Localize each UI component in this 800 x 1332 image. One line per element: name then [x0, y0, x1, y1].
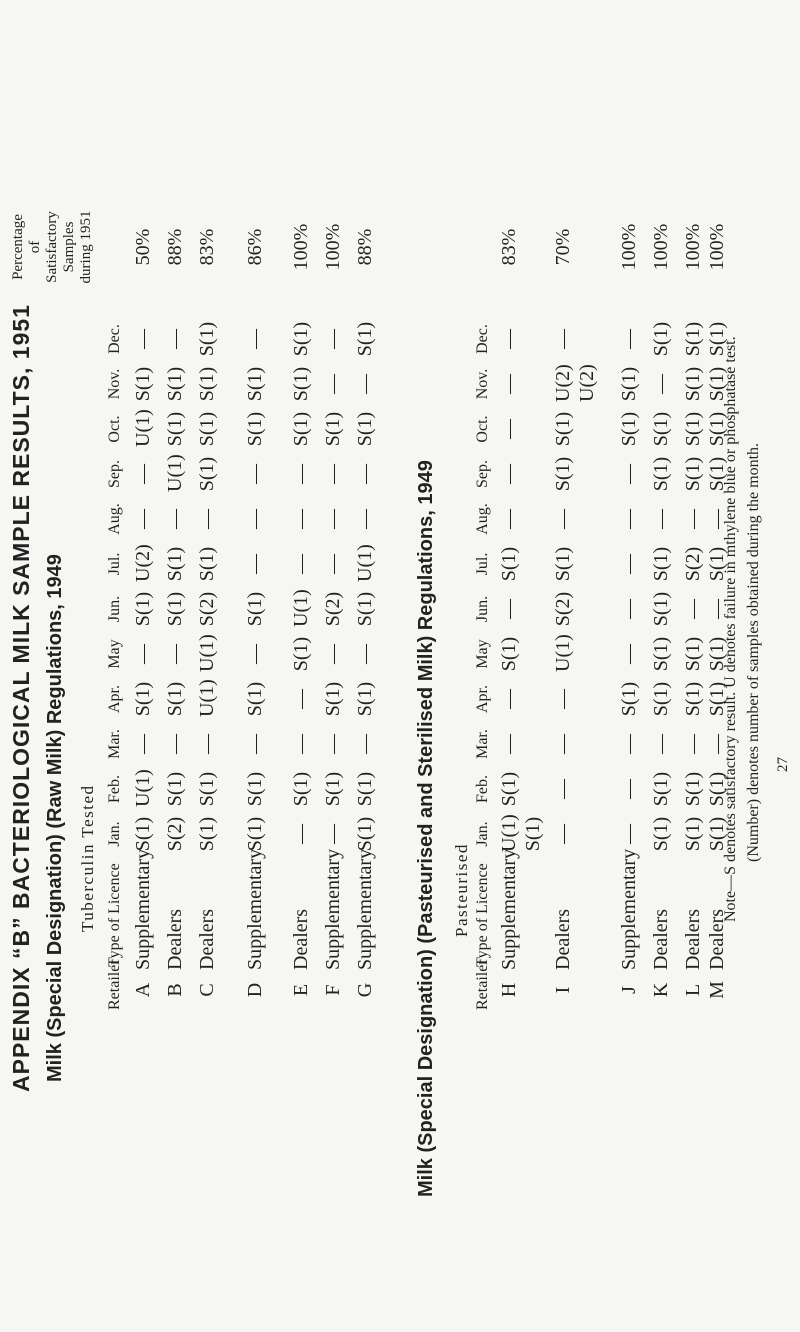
- header-month: Sep.: [474, 460, 491, 488]
- header-month: Oct.: [474, 415, 491, 443]
- result-cell: S(1): [682, 321, 704, 357]
- result-cell: S(1): [322, 681, 344, 717]
- retailer-cell: L: [682, 983, 704, 997]
- result-cell: S(1): [164, 546, 186, 582]
- result-cell: S(1): [132, 681, 154, 717]
- footnote-line-1: Note—S denotes satisfactory result. U denotes failure in mthylene blue or phosphatase test.: [722, 336, 739, 922]
- section2-subheading: Pasteurised: [452, 843, 471, 937]
- header-month: Jun.: [106, 595, 123, 623]
- retailer-cell: I: [552, 986, 574, 994]
- header-month: Apr.: [474, 685, 491, 713]
- result-cell: S(1): [132, 816, 154, 852]
- result-cell: S(1): [290, 321, 312, 357]
- result-cell: S(1): [682, 366, 704, 402]
- result-cell: S(1): [290, 636, 312, 672]
- result-cell: —: [290, 509, 312, 529]
- result-cell: S(1): [682, 771, 704, 807]
- result-cell: —: [498, 419, 520, 439]
- percentage-cell: 100%: [682, 223, 704, 271]
- result-cell: S(1): [682, 816, 704, 852]
- result-cell: S(1): [196, 321, 218, 357]
- result-cell: U(2): [576, 364, 598, 402]
- licence-cell: Dealers: [552, 908, 574, 970]
- result-cell: —: [682, 734, 704, 754]
- result-cell: S(1): [498, 771, 520, 807]
- licence-cell: Supplementary: [322, 848, 344, 970]
- percentage-cell: 88%: [164, 228, 186, 266]
- header-month: Jul.: [106, 552, 123, 576]
- header-month: Jan.: [474, 821, 491, 847]
- result-cell: —: [244, 644, 266, 664]
- header-month: May: [106, 639, 123, 669]
- result-cell: —: [244, 509, 266, 529]
- retailer-cell: C: [196, 983, 218, 997]
- result-cell: S(1): [650, 591, 672, 627]
- result-cell: —: [498, 329, 520, 349]
- result-cell: —: [682, 599, 704, 619]
- result-cell: U(1): [354, 544, 376, 582]
- header-licence: Type of Licence: [474, 863, 491, 967]
- result-cell: S(1): [650, 321, 672, 357]
- retailer-cell: K: [650, 982, 672, 998]
- result-cell: —: [552, 734, 574, 754]
- result-cell: S(1): [244, 411, 266, 447]
- result-cell: S(2): [322, 591, 344, 627]
- result-cell: S(1): [244, 681, 266, 717]
- licence-cell: Supplementary: [244, 848, 266, 970]
- header-month: Dec.: [474, 324, 491, 354]
- result-cell: —: [164, 509, 186, 529]
- result-cell: S(1): [164, 771, 186, 807]
- header-month: Jun.: [474, 595, 491, 623]
- result-cell: S(1): [706, 681, 728, 717]
- result-cell: S(1): [244, 816, 266, 852]
- result-cell: —: [164, 644, 186, 664]
- licence-cell: Supplementary: [354, 848, 376, 970]
- result-cell: S(1): [682, 681, 704, 717]
- result-cell: S(1): [706, 411, 728, 447]
- header-retailer: Retailer: [474, 959, 491, 1010]
- result-cell: S(1): [164, 411, 186, 447]
- result-cell: —: [132, 644, 154, 664]
- result-cell: —: [322, 644, 344, 664]
- result-cell: —: [552, 509, 574, 529]
- result-cell: —: [498, 464, 520, 484]
- retailer-cell: E: [290, 983, 312, 997]
- result-cell: —: [354, 644, 376, 664]
- percentage-cell: 100%: [650, 223, 672, 271]
- licence-cell: Dealers: [164, 908, 186, 970]
- result-cell: —: [322, 554, 344, 574]
- percentage-cell: 100%: [706, 223, 728, 271]
- retailer-cell: A: [132, 982, 154, 998]
- percentage-cell: 83%: [196, 228, 218, 266]
- header-month: Sep.: [106, 460, 123, 488]
- page-title: APPENDIX “B” BACTERIOLOGICAL MILK SAMPLE RESULTS, 1951: [8, 304, 34, 1092]
- result-cell: S(1): [290, 366, 312, 402]
- result-cell: S(2): [196, 591, 218, 627]
- result-cell: S(1): [196, 546, 218, 582]
- header-month: Jan.: [106, 821, 123, 847]
- result-cell: S(1): [164, 366, 186, 402]
- header-month: Aug.: [106, 503, 123, 535]
- result-cell: —: [706, 509, 728, 529]
- result-cell: S(1): [354, 591, 376, 627]
- result-cell: —: [354, 509, 376, 529]
- result-cell: —: [650, 374, 672, 394]
- result-cell: —: [498, 374, 520, 394]
- header-month: Nov.: [106, 368, 123, 400]
- result-cell: S(1): [650, 816, 672, 852]
- result-cell: U(1): [132, 409, 154, 447]
- result-cell: —: [322, 374, 344, 394]
- result-cell: S(1): [682, 411, 704, 447]
- result-cell: S(1): [244, 771, 266, 807]
- result-cell: S(1): [354, 681, 376, 717]
- result-cell: S(1): [650, 636, 672, 672]
- result-cell: S(1): [618, 411, 640, 447]
- result-cell: S(1): [552, 546, 574, 582]
- result-cell: —: [706, 734, 728, 754]
- result-cell: S(1): [706, 321, 728, 357]
- result-cell: —: [354, 464, 376, 484]
- result-cell: S(1): [650, 681, 672, 717]
- result-cell: —: [552, 779, 574, 799]
- result-cell: —: [706, 599, 728, 619]
- result-cell: —: [196, 734, 218, 754]
- header-month: Feb.: [106, 775, 123, 803]
- result-cell: S(1): [354, 771, 376, 807]
- section1-subheading: Tuberculin Tested: [78, 784, 97, 932]
- result-cell: S(1): [354, 411, 376, 447]
- result-cell: S(1): [706, 771, 728, 807]
- result-cell: S(1): [354, 816, 376, 852]
- result-cell: U(2): [132, 544, 154, 582]
- result-cell: S(1): [650, 546, 672, 582]
- result-cell: —: [354, 734, 376, 754]
- header-percentage: Percentage of Satisfactory Samples during 1951: [10, 210, 94, 284]
- result-cell: S(1): [244, 366, 266, 402]
- result-cell: —: [322, 824, 344, 844]
- retailer-cell: G: [354, 982, 376, 998]
- retailer-cell: D: [244, 982, 266, 998]
- result-cell: —: [322, 734, 344, 754]
- retailer-cell: M: [706, 981, 728, 999]
- result-cell: —: [354, 374, 376, 394]
- result-cell: —: [498, 689, 520, 709]
- result-cell: S(1): [706, 366, 728, 402]
- result-cell: —: [618, 734, 640, 754]
- result-cell: S(1): [498, 546, 520, 582]
- result-cell: —: [132, 734, 154, 754]
- result-cell: U(1): [196, 679, 218, 717]
- result-cell: —: [132, 509, 154, 529]
- result-cell: —: [164, 329, 186, 349]
- licence-cell: Dealers: [196, 908, 218, 970]
- footnote-line-2: (Number) denotes number of samples obtained during the month.: [745, 442, 762, 862]
- percentage-cell: 88%: [354, 228, 376, 266]
- result-cell: —: [618, 329, 640, 349]
- result-cell: S(1): [196, 771, 218, 807]
- result-cell: S(1): [498, 636, 520, 672]
- percentage-cell: 100%: [290, 223, 312, 271]
- result-cell: S(1): [706, 546, 728, 582]
- percentage-cell: 86%: [244, 228, 266, 266]
- result-cell: S(1): [650, 456, 672, 492]
- result-cell: —: [650, 509, 672, 529]
- retailer-cell: J: [618, 986, 640, 994]
- result-cell: —: [164, 734, 186, 754]
- licence-cell: Supplementary: [132, 848, 154, 970]
- result-cell: —: [322, 509, 344, 529]
- result-cell: S(2): [682, 546, 704, 582]
- result-cell: —: [618, 779, 640, 799]
- header-month: Nov.: [474, 368, 491, 400]
- result-cell: —: [498, 599, 520, 619]
- result-cell: S(1): [196, 816, 218, 852]
- retailer-cell: H: [498, 982, 520, 998]
- result-cell: —: [552, 329, 574, 349]
- percentage-cell: 70%: [552, 228, 574, 266]
- result-cell: S(1): [322, 411, 344, 447]
- result-cell: —: [290, 554, 312, 574]
- result-cell: U(1): [290, 589, 312, 627]
- result-cell: —: [244, 329, 266, 349]
- result-cell: —: [618, 464, 640, 484]
- result-cell: —: [618, 509, 640, 529]
- header-month: May: [474, 639, 491, 669]
- header-month: Feb.: [474, 775, 491, 803]
- result-cell: —: [618, 644, 640, 664]
- result-cell: S(1): [682, 636, 704, 672]
- header-month: Apr.: [106, 685, 123, 713]
- result-cell: —: [290, 734, 312, 754]
- result-cell: U(1): [196, 634, 218, 672]
- result-cell: U(1): [164, 454, 186, 492]
- result-cell: S(1): [706, 456, 728, 492]
- licence-cell: Dealers: [682, 908, 704, 970]
- result-cell: —: [498, 734, 520, 754]
- result-cell: —: [322, 464, 344, 484]
- result-cell: —: [290, 824, 312, 844]
- result-cell: S(1): [196, 411, 218, 447]
- percentage-cell: 100%: [322, 223, 344, 271]
- header-month: Dec.: [106, 324, 123, 354]
- result-cell: S(1): [618, 366, 640, 402]
- percentage-cell: 100%: [618, 223, 640, 271]
- result-cell: S(1): [164, 591, 186, 627]
- retailer-cell: B: [164, 983, 186, 997]
- result-cell: —: [132, 329, 154, 349]
- licence-cell: Dealers: [650, 908, 672, 970]
- header-month: Aug.: [474, 503, 491, 535]
- result-cell: —: [244, 734, 266, 754]
- result-cell: —: [552, 824, 574, 844]
- header-month: Jul.: [474, 552, 491, 576]
- result-cell: U(1): [552, 634, 574, 672]
- licence-cell: Supplementary: [618, 848, 640, 970]
- result-cell: —: [650, 734, 672, 754]
- licence-cell: Supplementary: [498, 848, 520, 970]
- result-cell: S(1): [706, 816, 728, 852]
- result-cell: —: [132, 464, 154, 484]
- result-cell: S(1): [682, 456, 704, 492]
- header-retailer: Retailer: [106, 959, 123, 1010]
- result-cell: —: [498, 509, 520, 529]
- result-cell: S(1): [196, 366, 218, 402]
- result-cell: S(2): [552, 591, 574, 627]
- result-cell: S(1): [290, 411, 312, 447]
- result-cell: S(2): [164, 816, 186, 852]
- page-number: 27: [775, 757, 791, 772]
- result-cell: —: [618, 554, 640, 574]
- result-cell: —: [618, 824, 640, 844]
- retailer-cell: F: [322, 984, 344, 996]
- section2-heading: Milk (Special Designation) (Pasteurised and Sterilised Milk) Regulations, 1949: [415, 460, 437, 1197]
- result-cell: S(1): [164, 681, 186, 717]
- result-cell: S(1): [650, 771, 672, 807]
- result-cell: —: [244, 554, 266, 574]
- result-cell: S(1): [552, 456, 574, 492]
- result-cell: S(1): [132, 366, 154, 402]
- result-cell: S(1): [706, 636, 728, 672]
- result-cell: —: [290, 689, 312, 709]
- result-cell: —: [196, 509, 218, 529]
- result-cell: S(1): [354, 321, 376, 357]
- header-licence: Type of Licence: [106, 863, 123, 967]
- header-month: Mar.: [474, 729, 491, 759]
- result-cell: —: [682, 509, 704, 529]
- result-cell: U(1): [498, 814, 520, 852]
- result-cell: —: [290, 464, 312, 484]
- result-cell: —: [322, 329, 344, 349]
- section1-heading: Milk (Special Designation) (Raw Milk) Regulations, 1949: [44, 554, 66, 1082]
- licence-cell: Dealers: [706, 908, 728, 970]
- result-cell: S(1): [522, 816, 544, 852]
- percentage-cell: 83%: [498, 228, 520, 266]
- result-cell: U(2): [552, 364, 574, 402]
- result-cell: —: [618, 599, 640, 619]
- result-cell: S(1): [552, 411, 574, 447]
- result-cell: U(1): [132, 769, 154, 807]
- licence-cell: Dealers: [290, 908, 312, 970]
- result-cell: S(1): [244, 591, 266, 627]
- percentage-cell: 50%: [132, 228, 154, 266]
- header-month: Mar.: [106, 729, 123, 759]
- header-month: Oct.: [106, 415, 123, 443]
- result-cell: —: [552, 689, 574, 709]
- result-cell: S(1): [618, 681, 640, 717]
- result-cell: —: [244, 464, 266, 484]
- result-cell: S(1): [290, 771, 312, 807]
- result-cell: S(1): [196, 456, 218, 492]
- result-cell: S(1): [132, 591, 154, 627]
- result-cell: S(1): [650, 411, 672, 447]
- result-cell: S(1): [322, 771, 344, 807]
